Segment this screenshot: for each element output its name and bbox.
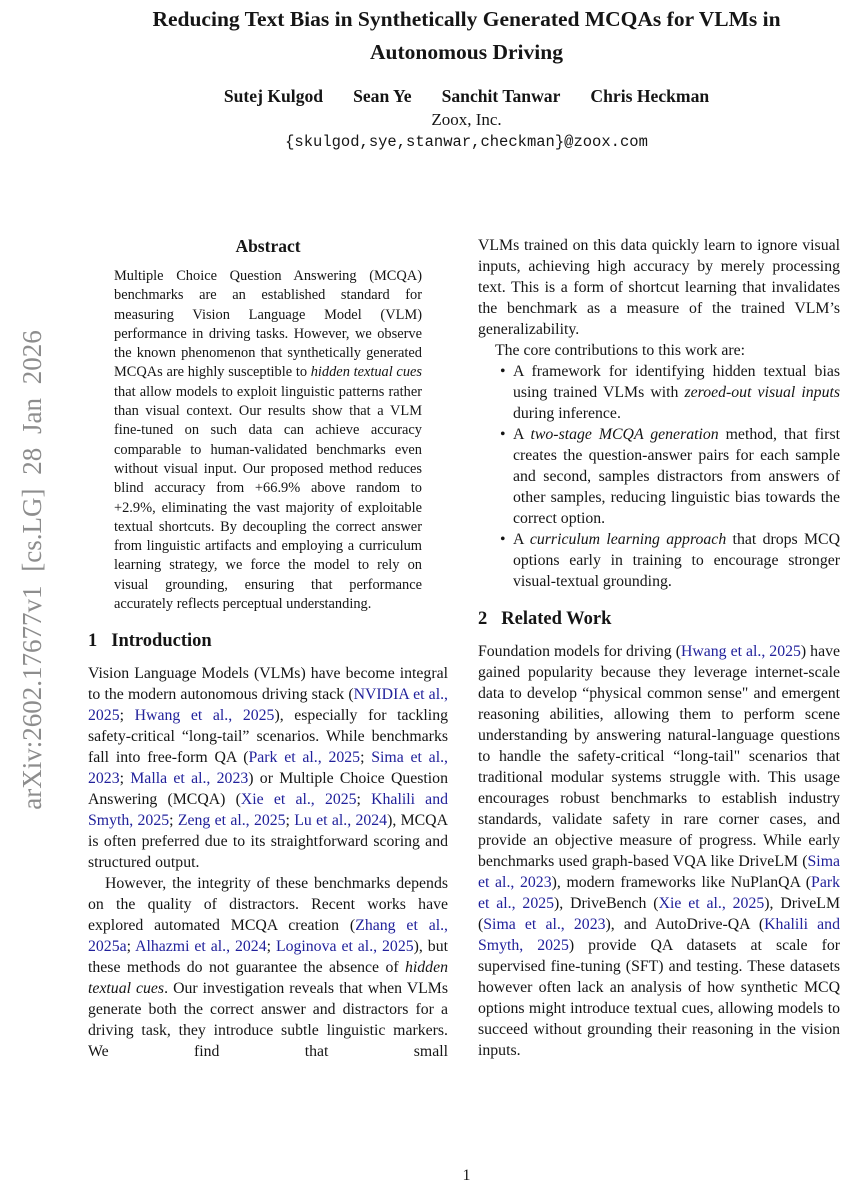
citation-link[interactable]: Sima et al., 2023 <box>483 916 606 933</box>
bullet-icon: • <box>500 426 506 443</box>
paper-title-line-2: Autonomous Driving <box>370 40 563 64</box>
citation-link[interactable]: Park et al., 2025 <box>248 749 361 767</box>
citation-link[interactable]: Hwang et al., 2025 <box>134 707 275 725</box>
section-heading-introduction <box>88 629 448 653</box>
intro-paragraph-continued: VLMs trained on this data quickly learn to ignore visual inputs, achieving high accuracy by merely processing text. This is a form of shortcut learning that invalidates the benchmark as a measure of the trained VLM’s generalizability. <box>478 237 840 338</box>
section-heading-related-work <box>478 607 840 631</box>
section-number: 2 <box>478 609 488 629</box>
citation-link[interactable]: Khalili and Smyth, 2025 <box>88 791 448 830</box>
affiliation: Zoox, Inc. <box>431 110 502 129</box>
section-title: Introduction <box>111 631 212 652</box>
author-name: Sean Ye <box>353 86 412 106</box>
citation-link[interactable]: Xie et al., 2025 <box>240 791 357 809</box>
citation-link[interactable]: Sima et al., 2023 <box>88 749 448 788</box>
list-item-text: A framework for identifying hidden textual bias using trained VLMs with zeroed-out visual inputs during inference. <box>513 363 841 422</box>
citation-link[interactable]: Malla et al., 2023 <box>130 770 249 788</box>
author-name: Sutej Kulgod <box>223 86 324 106</box>
abstract-text: Multiple Choice Question Answering (MCQA) benchmarks are an established standard for measuring Vision Language Model (VLM) performance in driving tasks. However, we observe the known phenomenon that synthetically generated MCQAs are highly susceptible to hidden textual cues that allow models to exploit linguistic patterns rather than visual context. Our results show that a VLM fine-tuned on such data can achieve accuracy comparable to human-validated benchmarks even without visual input. Our proposed method reduces blind accuracy from +66.9% above random to +2.9%, eliminating the vast majority of exploitable textual shortcuts. By decoupling the correct answer from linguistic artifacts and employing a curriculum learning strategy, we force the model to rely on visual grounding, ensuring that performance accurately reflects perceptual understanding. <box>114 268 422 613</box>
citation-link[interactable]: Alhazmi et al., 2024 <box>135 938 267 956</box>
section-title: Related Work <box>501 609 612 629</box>
section-number: 1 <box>88 631 98 652</box>
citation-link[interactable]: Hwang et al., 2025 <box>680 643 801 660</box>
citation-link[interactable]: Zhang et al., 2025a <box>88 917 448 956</box>
list-item-text: A two-stage MCQA generation method, that first creates the question-answer pairs for each sample and second, samples distractors from answers of other samples, reducing linguistic bias towards the correct option. <box>513 426 840 527</box>
paper-title-line-1: Reducing Text Bias in Synthetically Generated MCQAs for VLMs in <box>152 7 781 31</box>
contributions-list <box>478 361 840 592</box>
citation-link[interactable]: Lu et al., 2024 <box>294 812 388 830</box>
abstract-heading: Abstract <box>235 236 301 256</box>
author-emails: {skulgod,sye,stanwar,checkman}@zoox.com <box>285 133 648 151</box>
bullet-icon: • <box>500 363 506 380</box>
author-name: Chris Heckman <box>590 86 710 106</box>
related-work-paragraph-1: Foundation models for driving (Hwang et al., 2025) have gained popularity because they leverage internet-scale data to develop “physical common sense" and emergent reasoning abilities, allowing them to perform scene understanding by answering natural-language questions to handle the safety-critical “long-tail" scenarios that traditional modular systems struggle with. This usage encourages robust benchmarks to establish industry standards, validate safety in rare corner cases, and provide an objective measure of progress. While early benchmarks used graph-based VQA like DriveLM (Sima et al., 2023), modern frameworks like NuPlanQA (Park et al., 2025), DriveBench (Xie et al., 2025), DriveLM (Sima et al., 2023), and AutoDrive-QA (Khalili and Smyth, 2025) provide QA datasets at scale for supervised fine-tuning (SFT) and testing. These datasets however often lack an analysis of how synthetic MCQ options might introduce textual cues, allowing models to succeed without grounding their reasoning in the vision inputs. <box>478 643 841 1059</box>
arxiv-watermark: arXiv:2602.17677v1 [cs.LG] 28 Jan 2026 <box>17 330 47 810</box>
citation-link[interactable]: Park et al., 2025 <box>478 874 840 912</box>
list-item <box>478 424 840 529</box>
list-item <box>478 361 840 424</box>
right-column <box>478 235 840 1061</box>
citation-link[interactable]: Sima et al., 2023 <box>478 853 840 891</box>
citation-link[interactable]: Khalili and Smyth, 2025 <box>478 916 840 954</box>
left-column <box>88 235 448 1062</box>
citation-link[interactable]: NVIDIA et al., 2025 <box>88 686 448 725</box>
list-item <box>478 529 840 592</box>
contributions-intro: The core contributions to this work are: <box>495 342 746 359</box>
intro-paragraph-2: However, the integrity of these benchmarks depends on the quality of distractors. Recent works have explored automated MCQA creation (Zhang et al., 2025a; Alhazmi et al., 2024; Loginova et al., 2025), but these methods do not guarantee the absence of hidden textual cues. Our investigation reveals that when VLMs generate both the correct answer and distractors for a driving task, they introduce subtle linguistic markers. We find that small <box>88 875 448 1061</box>
author-list <box>88 85 843 108</box>
citation-link[interactable]: Xie et al., 2025 <box>658 895 765 912</box>
paper-header <box>88 3 843 154</box>
citation-link[interactable]: Zeng et al., 2025 <box>177 812 286 830</box>
page-number: 1 <box>462 1167 471 1184</box>
author-name: Sanchit Tanwar <box>441 86 561 106</box>
list-item-text: A curriculum learning approach that drops MCQ options early in training to encourage stronger visual-textual grounding. <box>513 531 840 590</box>
citation-link[interactable]: Loginova et al., 2025 <box>275 938 414 956</box>
bullet-icon: • <box>500 531 506 548</box>
intro-paragraph-1: Vision Language Models (VLMs) have become integral to the modern autonomous driving stack (NVIDIA et al., 2025; Hwang et al., 2025), especially for tackling safety-critical “long-tail” scenarios. While benchmarks fall into free-form QA (Park et al., 2025; Sima et al., 2023; Malla et al., 2023) or Multiple Choice Question Answering (MCQA) (Xie et al., 2025; Khalili and Smyth, 2025; Zeng et al., 2025; Lu et al., 2024), MCQA is often preferred due to its straightforward scoring and structured output. <box>88 665 448 872</box>
